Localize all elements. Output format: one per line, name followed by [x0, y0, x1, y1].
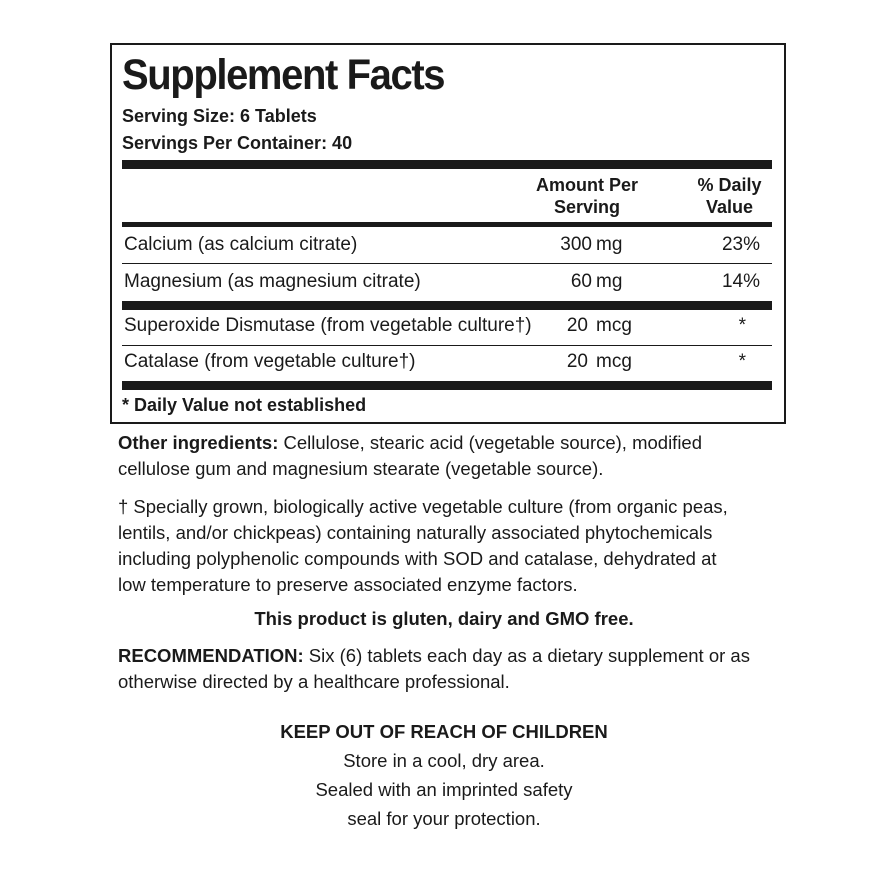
header-dv-line2: Value: [705, 197, 754, 217]
thick-divider: [122, 301, 772, 310]
nutrient-name: Superoxide Dismutase (from vegetable culture†): [124, 315, 532, 336]
row-divider: [122, 345, 772, 346]
nutrient-qty: 300: [560, 234, 592, 255]
header-dv-line1: % Daily: [697, 175, 762, 195]
nutrient-qty: 60: [570, 271, 592, 292]
thick-divider: [122, 381, 772, 390]
servings-per-container: Servings Per Container: 40: [122, 133, 353, 153]
nutrient-dv: 14%: [721, 271, 760, 292]
recommendation-text: Six (6) tablets each day as a dietary supplement or as: [303, 645, 750, 666]
nutrient-unit: mg: [596, 234, 623, 255]
row-divider: [122, 263, 772, 264]
nutrient-name: Catalase (from vegetable culture†): [124, 351, 416, 372]
warning-heading: KEEP OUT OF REACH OF CHILDREN: [280, 721, 608, 742]
panel-footnote: * Daily Value not established: [122, 395, 367, 415]
nutrient-name: Calcium (as calcium citrate): [124, 234, 358, 255]
dagger-note-line: lentils, and/or chickpeas) containing naturally associated phytochemicals: [118, 522, 713, 543]
header-amount-line2: Serving: [553, 197, 621, 217]
recommendation-text-2: otherwise directed by a healthcare professional.: [118, 671, 510, 692]
seal-line: Sealed with an imprinted safety: [315, 779, 573, 800]
supplement-facts-panel: [110, 43, 786, 424]
recommendation-label: RECOMMENDATION:: [118, 645, 304, 666]
nutrient-qty: 20: [566, 351, 588, 372]
thick-divider: [122, 160, 772, 169]
recommendation: [118, 643, 778, 695]
other-ingredients: [118, 430, 778, 482]
nutrient-dv: *: [738, 315, 746, 336]
dagger-note-line: including polyphenolic compounds with SOD and catalase, dehydrated at: [118, 548, 717, 569]
header-amount: [517, 174, 657, 218]
nutrient-unit: mcg: [596, 351, 632, 372]
nutrient-unit: mg: [596, 271, 623, 292]
header-daily-value: [677, 174, 782, 218]
dagger-note: [118, 494, 778, 598]
nutrient-name: Magnesium (as magnesium citrate): [124, 271, 421, 292]
storage-line: Store in a cool, dry area.: [343, 750, 545, 771]
header-amount-line1: Amount Per: [535, 175, 638, 195]
other-ingredients-text: Cellulose, stearic acid (vegetable source), modified: [278, 432, 703, 453]
free-statement: This product is gluten, dairy and GMO free.: [254, 608, 634, 629]
nutrient-dv: *: [738, 351, 746, 372]
nutrient-dv: 23%: [721, 234, 760, 255]
serving-size: Serving Size: 6 Tablets: [122, 106, 317, 126]
other-ingredients-text-2: cellulose gum and magnesium stearate (vegetable source).: [118, 458, 604, 479]
nutrient-qty: 20: [566, 315, 588, 336]
medium-divider: [122, 222, 772, 227]
seal-line-2: seal for your protection.: [347, 808, 541, 829]
nutrient-unit: mcg: [596, 315, 632, 336]
panel-title: Supplement Facts: [122, 51, 445, 99]
other-ingredients-label: Other ingredients:: [118, 432, 279, 453]
dagger-note-line: † Specially grown, biologically active vegetable culture (from organic peas,: [118, 496, 728, 517]
dagger-note-line: low temperature to preserve associated enzyme factors.: [118, 574, 578, 595]
